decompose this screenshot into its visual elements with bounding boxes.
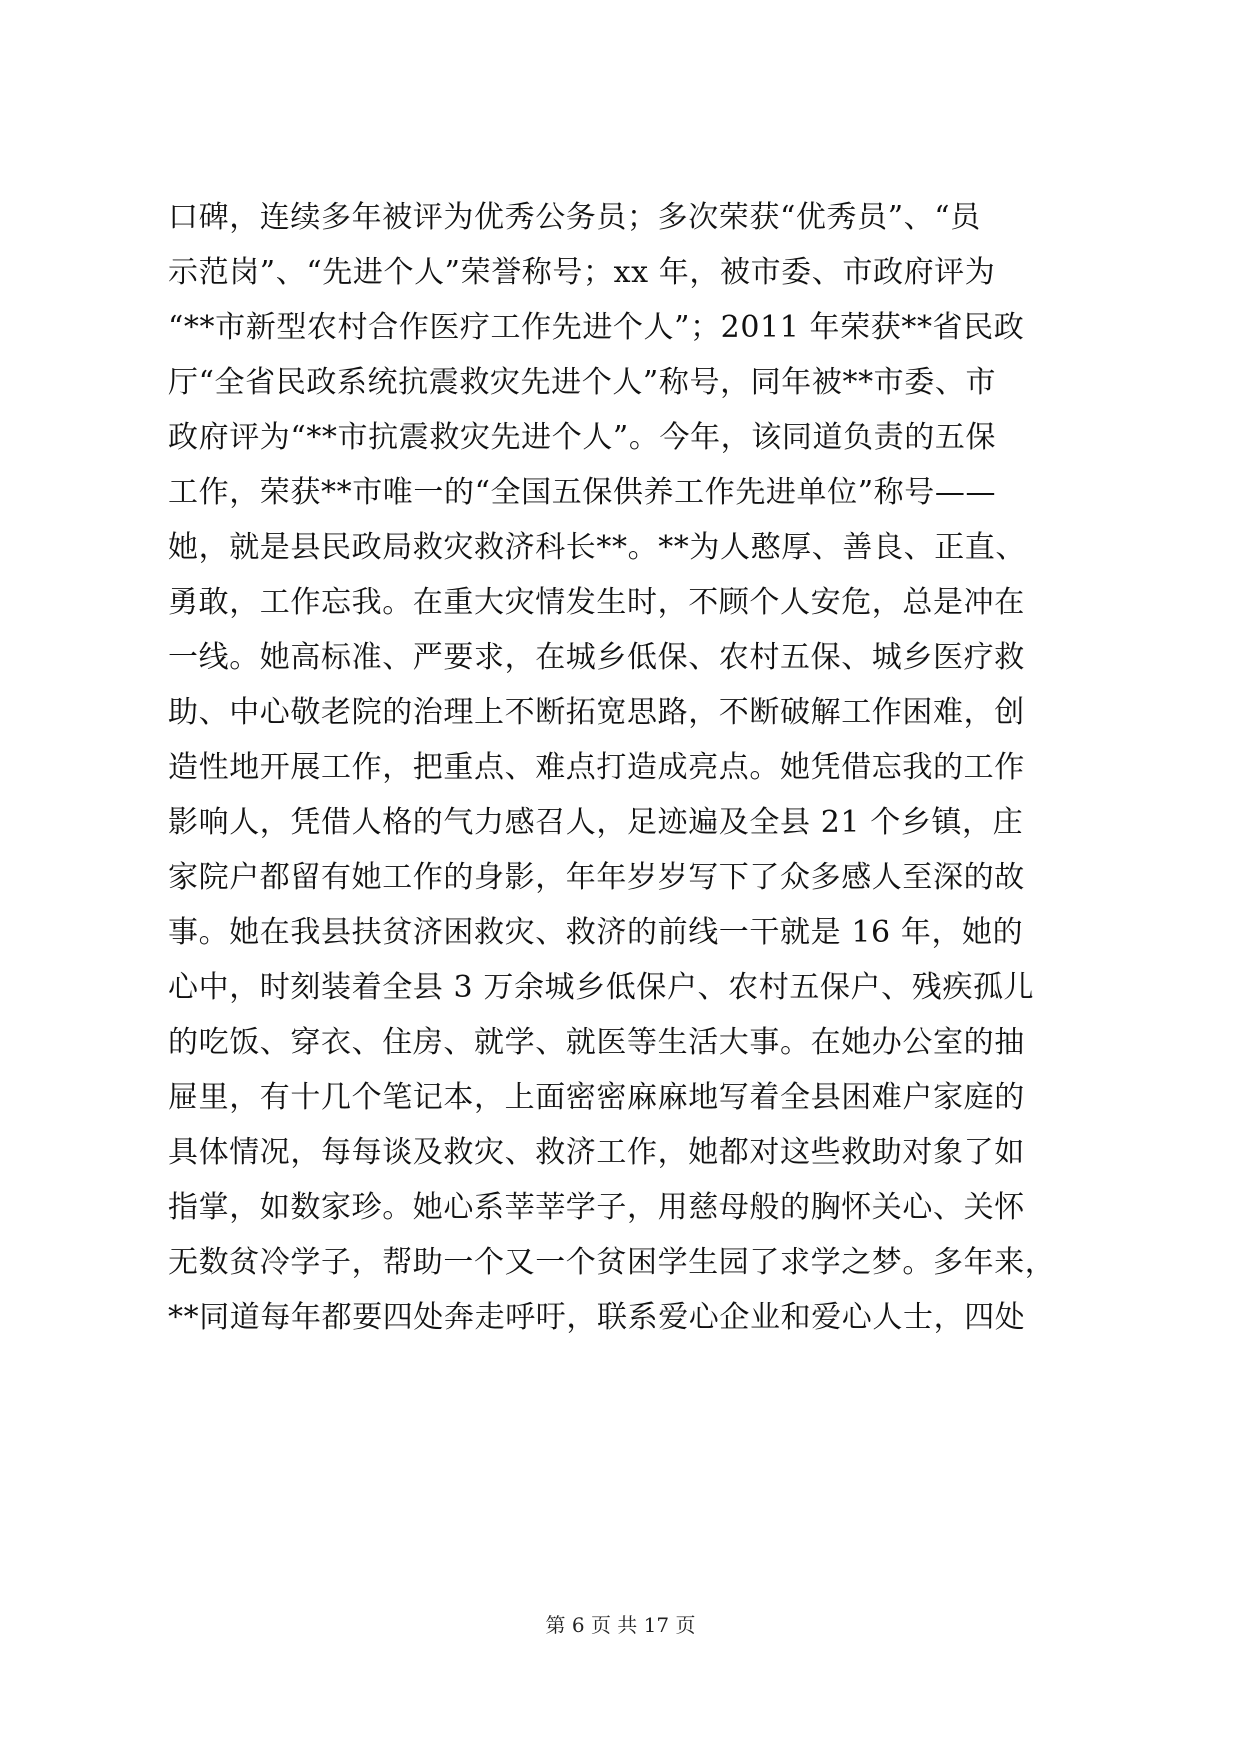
text-line: 造性地开展工作，把重点、难点打造成亮点。她凭借忘我的工作	[168, 750, 1025, 785]
text-line: 工作，荣获**市唯一的“全国五保供养工作先进单位”称号——	[168, 475, 997, 510]
text-line: **同道每年都要四处奔走呼吁，联系爱心企业和爱心人士，四处	[168, 1300, 1026, 1335]
text-line: 心中，时刻装着全县 3 万余城乡低保户、农村五保户、残疾孤儿	[168, 970, 1035, 1005]
text-line: “**市新型农村合作医疗工作先进个人”；2011 年荣获**省民政	[168, 310, 1025, 345]
text-line: 无数贫冷学子，帮助一个又一个贫困学生园了求学之梦。多年来，	[168, 1245, 1056, 1280]
text-line: 勇敢，工作忘我。在重大灾情发生时，不顾个人安危，总是冲在	[168, 585, 1025, 620]
text-line: 助、中心敬老院的治理上不断拓宽思路，不断破解工作困难，创	[168, 695, 1025, 730]
text-line: 具体情况，每每谈及救灾、救济工作，她都对这些救助对象了如	[168, 1135, 1025, 1170]
text-line: 影响人，凭借人格的气力感召人，足迹遍及全县 21 个乡镇，庄	[168, 805, 1024, 840]
text-line: 政府评为“**市抗震救灾先进个人”。今年，该同道负责的五保	[168, 420, 997, 455]
text-line: 厅“全省民政系统抗震救灾先进个人”称号，同年被**市委、市	[168, 365, 997, 400]
page-number-footer: 第 6 页 共 17 页	[545, 1613, 696, 1637]
text-line: 指掌，如数家珍。她心系莘莘学子，用慈母般的胸怀关心、关怀	[168, 1190, 1025, 1225]
text-line: 事。她在我县扶贫济困救灾、救济的前线一干就是 16 年，她的	[168, 915, 1024, 950]
text-line: 示范岗”、“先进个人”荣誉称号；xx 年，被市委、市政府评为	[168, 255, 996, 290]
text-line: 屉里，有十几个笔记本，上面密密麻麻地写着全县困难户家庭的	[168, 1080, 1025, 1115]
text-line: 一线。她高标准、严要求，在城乡低保、农村五保、城乡医疗救	[168, 640, 1025, 675]
text-line: 的吃饭、穿衣、住房、就学、就医等生活大事。在她办公室的抽	[168, 1025, 1025, 1060]
text-line: 家院户都留有她工作的身影，年年岁岁写下了众多感人至深的故	[168, 860, 1025, 895]
text-line: 口碑，连续多年被评为优秀公务员；多次荣获“优秀员”、“员	[168, 200, 981, 235]
text-line: 她，就是县民政局救灾救济科长**。**为人憨厚、善良、正直、	[168, 530, 1026, 565]
